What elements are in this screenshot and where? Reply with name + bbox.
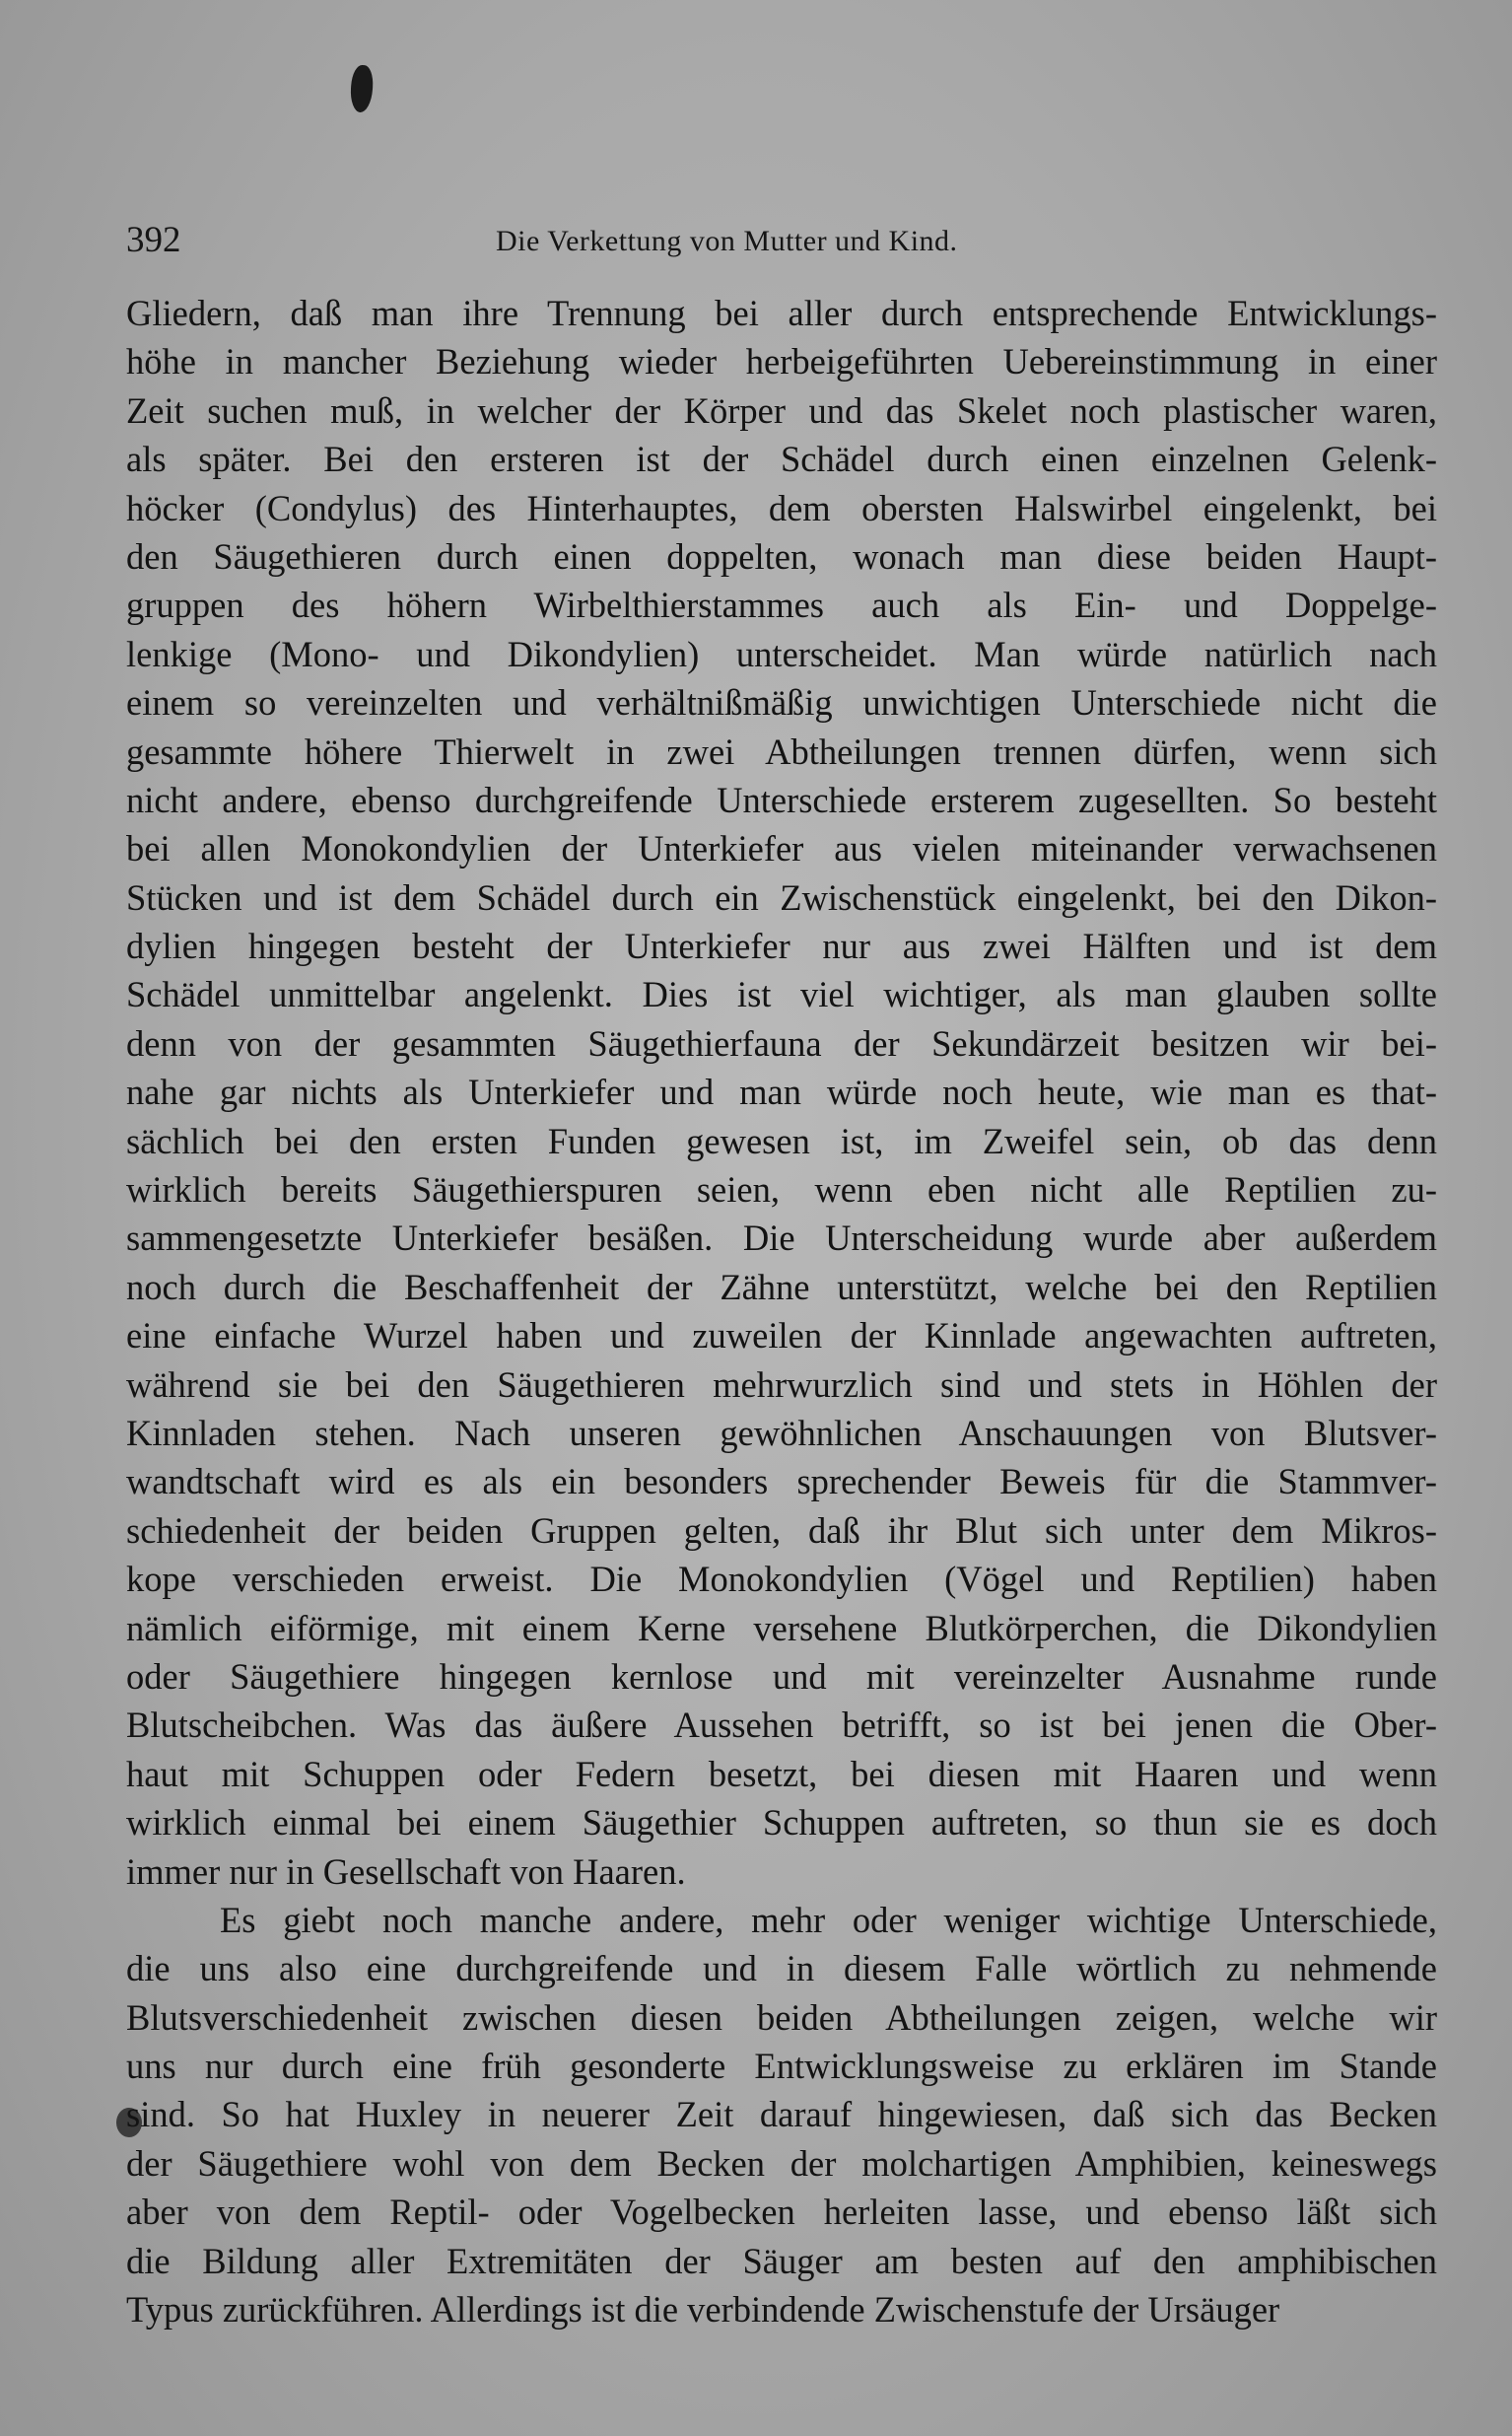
text-line: Zeit suchen muß, in welcher der Körper und das Skelet noch plastischer waren,: [126, 389, 1437, 431]
text-line: aber von dem Reptil- oder Vogelbecken herleiten lasse, und ebenso läßt sich: [126, 2192, 1437, 2233]
text-line: uns nur durch eine früh gesonderte Entwicklungsweise zu erklären im Stande: [126, 2046, 1437, 2087]
text-line: die uns also eine durchgreifende und in diesem Falle wörtlich zu nehmende: [126, 1948, 1437, 1989]
text-line: die Bildung aller Extremitäten der Säuger am besten auf den amphibischen: [126, 2240, 1437, 2281]
text-line: den Säugethieren durch einen doppelten, wonach man diese beiden Haupt-: [126, 535, 1437, 577]
text-line: nämlich eiförmige, mit einem Kerne versehene Blutkörperchen, die Dikondylien: [126, 1607, 1437, 1648]
text-line: sind. So hat Huxley in neuerer Zeit darauf hingewiesen, daß sich das Becken: [126, 2094, 1437, 2135]
text-line: während sie bei den Säugethieren mehrwurzlich sind und stets in Höhlen der: [126, 1363, 1437, 1405]
text-line: gruppen des höhern Wirbelthierstammes auch als Ein- und Doppelge-: [126, 585, 1437, 626]
text-line: der Säugethiere wohl von dem Becken der molchartigen Amphibien, keineswegs: [126, 2142, 1437, 2184]
text-line: immer nur in Gesellschaft von Haaren.: [126, 1850, 686, 1892]
text-line: Blutscheibchen. Was das äußere Aussehen betrifft, so ist bei jenen die Ober-: [126, 1705, 1437, 1746]
text-line: Schädel unmittelbar angelenkt. Dies ist viel wichtiger, als man glauben sollte: [126, 974, 1437, 1015]
text-line: sammengesetzte Unterkiefer besäßen. Die Unterscheidung wurde aber außerdem: [126, 1218, 1437, 1259]
text-line: denn von der gesammten Säugethierfauna der Sekundärzeit besitzen wir bei-: [126, 1022, 1437, 1064]
text-line: Kinnladen stehen. Nach unseren gewöhnlichen Anschauungen von Blutsver-: [126, 1412, 1437, 1453]
text-line: gesammte höhere Thierwelt in zwei Abtheilungen trennen dürfen, wenn sich: [126, 731, 1437, 772]
text-line: Es giebt noch manche andere, mehr oder weniger wichtige Unterschiede,: [220, 1899, 1437, 1940]
text-line: bei allen Monokondylien der Unterkiefer aus vielen miteinander verwachsenen: [126, 828, 1437, 870]
body-text: [126, 289, 1437, 2333]
text-line: oder Säugethiere hingegen kernlose und mit vereinzelter Ausnahme runde: [126, 1655, 1437, 1697]
text-line: haut mit Schuppen oder Federn besetzt, bei diesen mit Haaren und wenn: [126, 1753, 1437, 1794]
running-title: Die Verkettung von Mutter und Kind.: [496, 225, 958, 257]
text-line: höhe in mancher Beziehung wieder herbeigeführten Uebereinstimmung in einer: [126, 341, 1437, 383]
page-number: 392: [126, 220, 181, 260]
text-line: noch durch die Beschaffenheit der Zähne unterstützt, welche bei den Reptilien: [126, 1266, 1437, 1307]
text-line: höcker (Condylus) des Hinterhauptes, dem obersten Halswirbel eingelenkt, bei: [126, 487, 1437, 528]
text-line: wirklich einmal bei einem Säugethier Schuppen auftreten, so thun sie es doch: [126, 1802, 1437, 1844]
text-line: einem so vereinzelten und verhältnißmäßig unwichtigen Unterschiede nicht die: [126, 682, 1437, 724]
page-header: [126, 219, 1388, 268]
text-line: schiedenheit der beiden Gruppen gelten, daß ihr Blut sich unter dem Mikros-: [126, 1509, 1437, 1551]
text-line: sächlich bei den ersten Funden gewesen ist, im Zweifel sein, ob das denn: [126, 1120, 1437, 1161]
text-line: Stücken und ist dem Schädel durch ein Zwischenstück eingelenkt, bei den Dikon-: [126, 876, 1437, 918]
text-line: lenkige (Mono- und Dikondylien) unterscheidet. Man würde natürlich nach: [126, 633, 1437, 674]
ink-blot-mark: [349, 64, 374, 112]
text-line: nicht andere, ebenso durchgreifende Unterschiede ersterem zugesellten. So besteht: [126, 779, 1437, 820]
text-line: wirklich bereits Säugethierspuren seien, wenn eben nicht alle Reptilien zu-: [126, 1169, 1437, 1211]
text-line: nahe gar nichts als Unterkiefer und man würde noch heute, wie man es that-: [126, 1072, 1437, 1113]
text-line: als später. Bei den ersteren ist der Schädel durch einen einzelnen Gelenk-: [126, 439, 1437, 480]
text-line: Gliedern, daß man ihre Trennung bei aller durch entsprechende Entwicklungs-: [126, 293, 1437, 333]
text-line: eine einfache Wurzel haben und zuweilen der Kinnlade angewachten auftreten,: [126, 1315, 1437, 1357]
text-line: kope verschieden erweist. Die Monokondylien (Vögel und Reptilien) haben: [126, 1559, 1437, 1600]
text-line: dylien hingegen besteht der Unterkiefer nur aus zwei Hälften und ist dem: [126, 926, 1437, 967]
text-line: wandtschaft wird es als ein besonders sprechender Beweis für die Stammver-: [126, 1461, 1437, 1502]
text-line: Blutsverschiedenheit zwischen diesen beiden Abtheilungen zeigen, welche wir: [126, 1996, 1437, 2038]
text-line: Typus zurückführen. Allerdings ist die verbindende Zwischenstufe der Ursäuger: [126, 2289, 1280, 2331]
